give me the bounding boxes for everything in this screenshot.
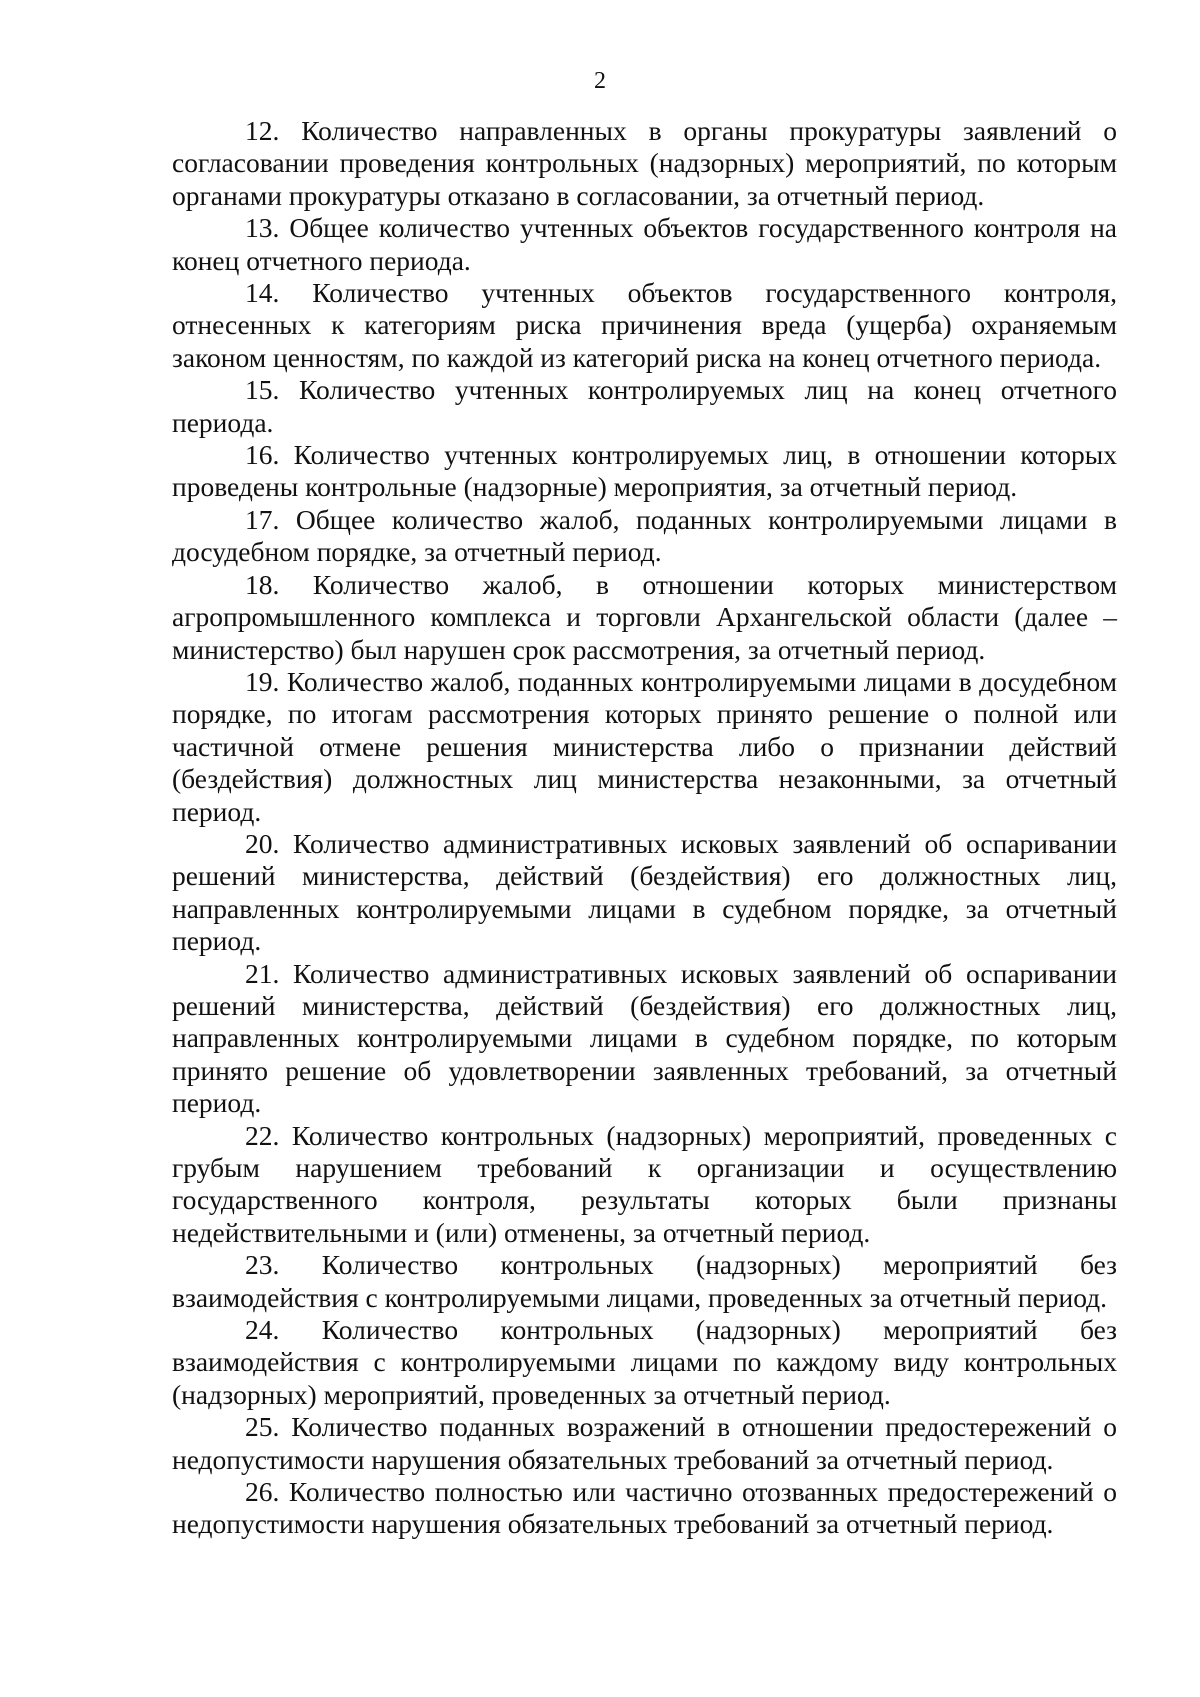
list-item-20: 20. Количество административных исковых заявлений об оспаривании решений министерства, действий (бездействия) его должностных лиц, направленных контролируемыми лицами в судебном порядке, за отчетный период.	[172, 827, 1117, 957]
list-item-15: 15. Количество учтенных контролируемых лиц на конец отчетного периода.	[172, 374, 1117, 438]
list-item-18: 18. Количество жалоб, в отношении которых министерством агропромышленного комплекса и торговли Архангельской области (далее – министерство) был нарушен срок рассмотрения, за отчетный период.	[172, 568, 1117, 665]
list-item-13: 13. Общее количество учтенных объектов государственного контроля на конец отчетного периода.	[172, 212, 1117, 276]
list-item-17: 17. Общее количество жалоб, поданных контролируемыми лицами в досудебном порядке, за отчетный период.	[172, 503, 1117, 568]
list-item-21: 21. Количество административных исковых заявлений об оспаривании решений министерства, действий (бездействия) его должностных лиц, направленных контролируемыми лицами в судебном порядке, по которым принято решение об удовлетворении заявленных требований, за отчетный период.	[172, 957, 1117, 1119]
list-item-23: 23. Количество контрольных (надзорных) мероприятий без взаимодействия с контролируемыми лицами, проведенных за отчетный период.	[172, 1249, 1117, 1313]
list-item-22: 22. Количество контрольных (надзорных) мероприятий, проведенных с грубым нарушением требований к организации и осуществлению государственного контроля, результаты которых были признаны недействительными и (или) отменены, за отчетный период.	[172, 1119, 1117, 1248]
list-item-14: 14. Количество учтенных объектов государственного контроля, отнесенных к категориям риска причинения вреда (ущерба) охраняемым законом ценностям, по каждой из категорий риска на конец отчетного периода.	[172, 277, 1117, 373]
list-item-16: 16. Количество учтенных контролируемых лиц, в отношении которых проведены контрольные (надзорные) мероприятия, за отчетный период.	[172, 439, 1117, 503]
document-body	[172, 115, 1117, 1541]
list-item-12: 12. Количество направленных в органы прокуратуры заявлений о согласовании проведения контрольных (надзорных) мероприятий, по которым органами прокуратуры отказано в согласовании, за отчетный период.	[172, 115, 1117, 211]
list-item-24: 24. Количество контрольных (надзорных) мероприятий без взаимодействия с контролируемыми лицами по каждому виду контрольных (надзорных) мероприятий, проведенных за отчетный период.	[172, 1314, 1117, 1410]
page-number: 2	[594, 68, 606, 94]
list-item-19: 19. Количество жалоб, поданных контролируемыми лицами в досудебном порядке, по итогам рассмотрения которых принято решение о полной или частичной отмене решения министерства либо о признании действий (бездействия) должностных лиц министерства незаконными, за отчетный период.	[172, 665, 1117, 827]
list-item-25: 25. Количество поданных возражений в отношении предостережений о недопустимости нарушения обязательных требований за отчетный период.	[172, 1411, 1117, 1475]
list-item-26: 26. Количество полностью или частично отозванных предостережений о недопустимости нарушения обязательных требований за отчетный период.	[172, 1476, 1117, 1540]
